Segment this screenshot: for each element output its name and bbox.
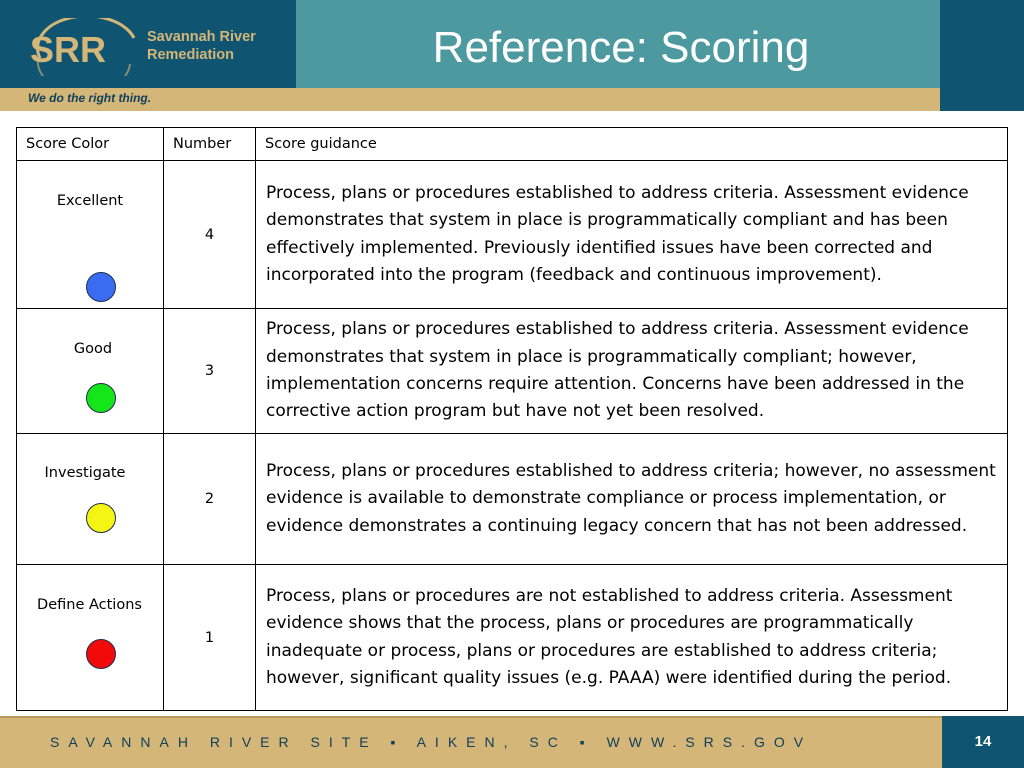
page-title-text: Reference: Scoring <box>432 23 810 72</box>
score-label: Good <box>73 341 113 357</box>
table-row <box>17 565 1008 711</box>
score-color-cell <box>17 434 164 565</box>
blue-circle-icon <box>86 272 116 302</box>
table-header-row <box>17 128 1008 161</box>
tagline: We do the right thing. <box>28 91 152 105</box>
table-row <box>17 309 1008 434</box>
header-number: Number <box>164 128 256 161</box>
srr-logo-mark <box>26 18 144 76</box>
score-label: Investigate <box>44 465 126 481</box>
score-guidance: Process, plans or procedures established to address criteria; however, no assessment evidence is available to demonstrate compliance or process implementation, or evidence demonstrates a continuing legacy concern that has not been addressed. <box>256 434 1008 565</box>
score-color-cell <box>17 161 164 309</box>
header-right-panel <box>940 0 1024 111</box>
page-number: 14 <box>942 716 1024 768</box>
table-row <box>17 434 1008 565</box>
score-guidance: Process, plans or procedures are not established to address criteria. Assessment evidence shows that the process, plans or procedures are programmatically inadequate or process, plans or procedures are established to address criteria; however, significant quality issues (e.g. PAAA) were identified during the period. <box>256 565 1008 711</box>
score-color-cell <box>17 309 164 434</box>
score-number: 1 <box>164 565 256 711</box>
score-guidance: Process, plans or procedures established to address criteria. Assessment evidence demonstrates that system in place is programmatically compliant; however, implementation concerns require attention. Concerns have been addressed in the corrective action program but have not yet been resolved. <box>256 309 1008 434</box>
yellow-circle-icon <box>86 503 116 533</box>
red-circle-icon <box>86 639 116 669</box>
table-row <box>17 161 1008 309</box>
green-circle-icon <box>86 383 116 413</box>
score-number: 4 <box>164 161 256 309</box>
page-title <box>296 22 940 74</box>
scoring-table <box>16 127 1008 711</box>
footer-divider <box>0 716 942 718</box>
score-label: Excellent <box>56 193 124 209</box>
score-number: 2 <box>164 434 256 565</box>
score-color-cell <box>17 565 164 711</box>
footer-text: SAVANNAH RIVER SITE ▪ AIKEN, SC ▪ WWW.SRS.GOV <box>50 734 813 750</box>
score-label: Define Actions <box>37 597 142 613</box>
score-number: 3 <box>164 309 256 434</box>
srr-logo <box>26 18 144 76</box>
header-score-color: Score Color <box>17 128 164 161</box>
header-score-guidance: Score guidance <box>256 128 1008 161</box>
logo-letters: SRR <box>30 29 107 70</box>
logo-line-2: Remediation <box>147 47 235 63</box>
logo-name <box>147 28 256 64</box>
score-guidance: Process, plans or procedures established to address criteria. Assessment evidence demonstrates that system in place is programmatically compliant and has been effectively implemented. Previously identified issues have been corrected and incorporated into the program (feedback and continuous improvement). <box>256 161 1008 309</box>
logo-line-1: Savannah River <box>147 29 256 45</box>
